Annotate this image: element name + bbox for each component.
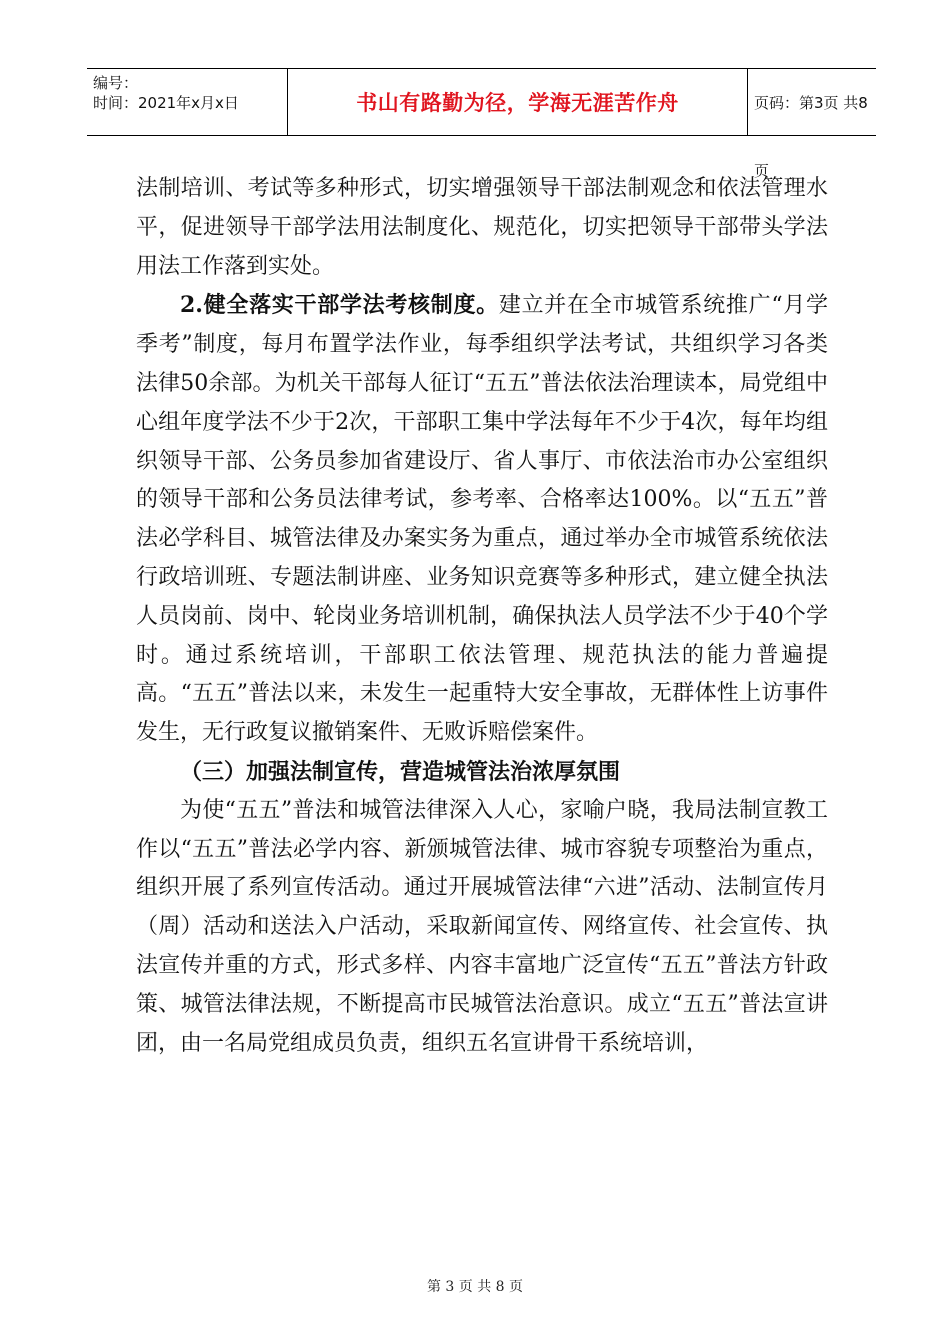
paragraph-2-body: 建立并在全市城管系统推广“月学季考”制度，每月布置学法作业，每季组织学法考试，共组织学习各类法律50余部。为机关干部每人征订“五五”普法依法治理读本，局党组中心组年度学法不少于2次，干部职工集中学法每年不少于4次，每年均组织领导干部、公务员参加省建设厅、省人事厅、市依法治市办公室组织的领导干部和公务员法律考试，参考率、合格率达100%。以“五五”普法必学科目、城管法律及办案实务为重点，通过举办全市城管系统依法行政培训班、专题法制讲座、业务知识竞赛等多种形式，建立健全执法人员岗前、岗中、轮岗业务培训机制，确保执法人员学法不少于40个学时。通过系统培训，干部职工依法管理、规范执法的能力普遍提高。“五五”普法以来，未发生一起重特大安全事故，无群体性上访事件发生，无行政复议撤销案件、无败诉赔偿案件。 [136, 293, 828, 746]
header-page-label: 页码：第3页 共8页 [754, 94, 868, 180]
paragraph-2-heading: 2.健全落实干部学法考核制度。 [180, 292, 499, 319]
paragraph-1: 法制培训、考试等多种形式，切实增强领导干部法制观念和依法管理水平，促进领导干部学法用法制度化、规范化，切实把领导干部带头学法用法工作落到实处。 [136, 176, 828, 279]
header-motto: 书山有路勤为径，学海无涯苦作舟 [288, 69, 748, 135]
document-body [136, 170, 828, 1063]
number-label: 编号： [93, 74, 139, 92]
page-footer: 第 3 页 共 8 页 [426, 1279, 524, 1295]
header-meta [87, 69, 288, 135]
paragraph-3: 为使“五五”普法和城管法律深入人心，家喻户晓，我局法制宣教工作以“五五”普法必学内容、新颁城管法律、城市容貌专项整治为重点，组织开展了系列宣传活动。通过开展城管法律“六进”活动、法制宣传月（周）活动和送法入户活动，采取新闻宣传、网络宣传、社会宣传、执法宣传并重的方式，形式多样、内容丰富地广泛宣传“五五”普法方针政策、城管法律法规，不断提高市民城管法治意识。成立“五五”普法宣讲团，由一名局党组成员负责，组织五名宣讲骨干系统培训， [136, 797, 828, 1056]
time-label: 时间：2021年x月x日 [93, 94, 239, 112]
section-heading: （三）加强法制宣传，营造城管法治浓厚氛围 [180, 758, 621, 785]
page-header [87, 68, 876, 180]
paragraph-2 [136, 286, 828, 753]
